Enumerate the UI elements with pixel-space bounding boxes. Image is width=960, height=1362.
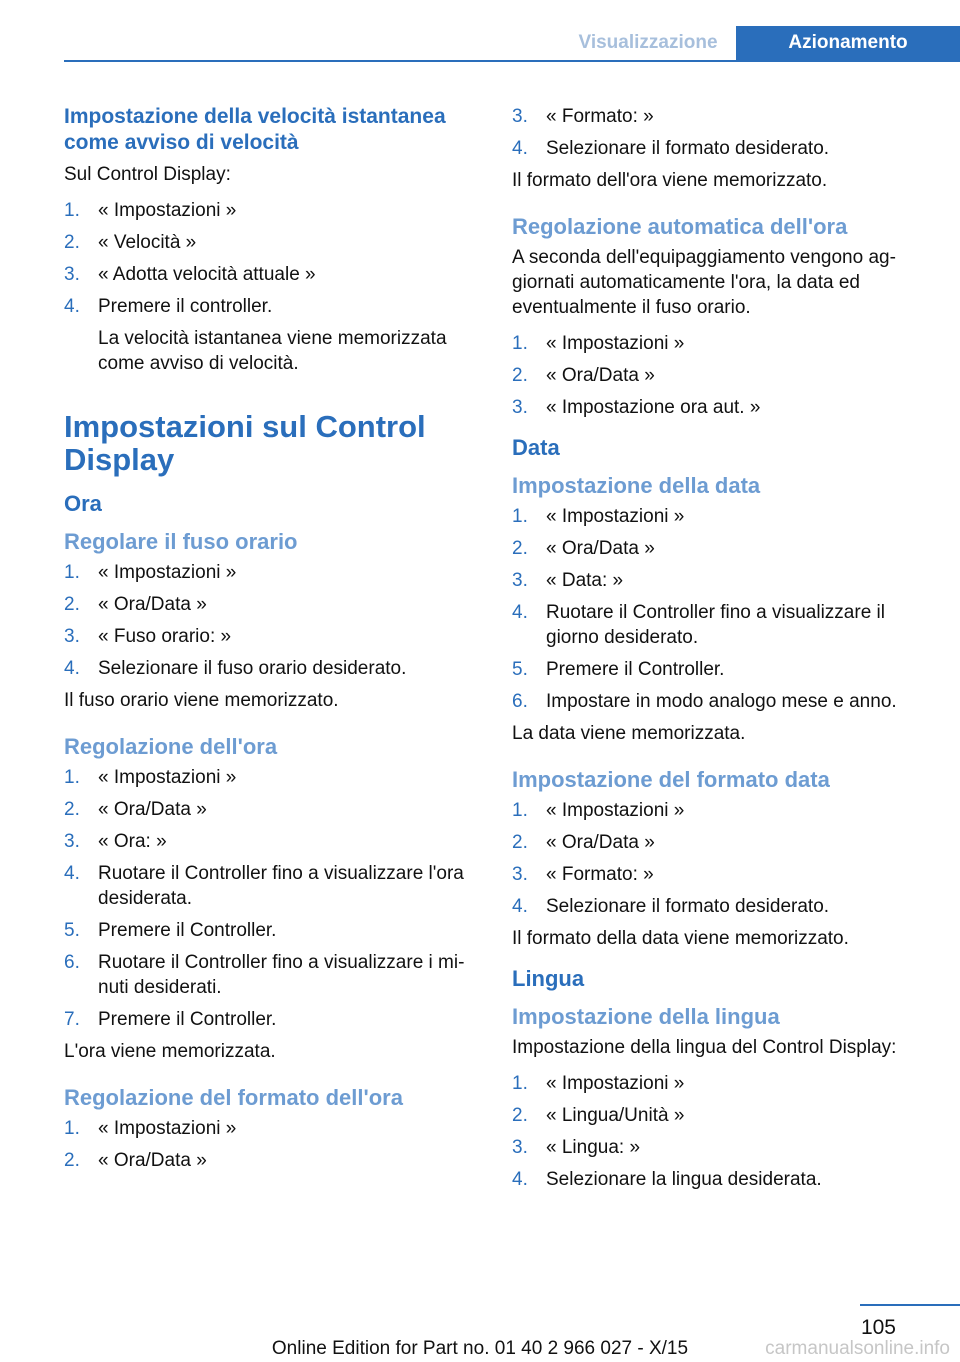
step-text: Ruotare il Controller fino a visualizzare i mi‐ nuti desiderati.: [98, 952, 465, 998]
step-number: 4.: [512, 602, 528, 623]
chapter-title: Impostazioni sul Control Display: [64, 409, 426, 477]
regolazione-ora-steps: [64, 765, 482, 1032]
list-item: [64, 624, 482, 649]
footer-rule: [860, 1304, 960, 1306]
list-item: [64, 262, 482, 287]
formato-data-note: Il formato della data viene memorizzato.: [512, 928, 849, 949]
step-number: 6.: [64, 952, 80, 973]
step-number: 1.: [512, 800, 528, 821]
list-item: [512, 600, 930, 650]
formato-data-steps: [512, 798, 930, 919]
header-tab-visualizzazione: Visualizzazione: [578, 32, 718, 53]
step-number: 2.: [64, 232, 80, 253]
list-item: [512, 1103, 930, 1128]
step-number: 4.: [64, 863, 80, 884]
step-number: 3.: [512, 1137, 528, 1158]
step-text: « Impostazioni »: [546, 506, 685, 527]
step-text: Premere il Controller.: [546, 659, 725, 680]
list-item: [64, 1007, 482, 1032]
step-number: 5.: [64, 920, 80, 941]
fuso-orario-note: Il fuso orario viene memorizzato.: [64, 690, 339, 711]
fuso-orario-steps: [64, 560, 482, 681]
formato-ora-steps-continued: [512, 104, 930, 161]
list-item: [512, 104, 930, 129]
heading-regolazione-ora: Regolazione dell'ora: [64, 734, 278, 759]
list-item: [512, 331, 930, 356]
step-number: 2.: [64, 799, 80, 820]
impostazione-data-note: La data viene memorizzata.: [512, 723, 746, 744]
list-item: [64, 1148, 482, 1173]
heading-ora: Ora: [64, 491, 102, 516]
step-number: 4.: [512, 896, 528, 917]
impostazione-data-steps: [512, 504, 930, 714]
list-item: [512, 1135, 930, 1160]
step-number: 1.: [64, 767, 80, 788]
heading-impostazione-data: Impostazione della data: [512, 473, 761, 498]
step-number: 2.: [512, 1105, 528, 1126]
step-number: 3.: [512, 864, 528, 885]
step-text: « Data: »: [546, 570, 624, 591]
list-item: [64, 294, 482, 376]
regolazione-ora-note: L'ora viene memorizzata.: [64, 1041, 276, 1062]
step-number: 1.: [512, 1073, 528, 1094]
impostazione-lingua-intro: Impostazione della lingua del Control Display:: [512, 1037, 897, 1058]
step-text: « Ora/Data »: [546, 832, 655, 853]
step-text: « Impostazione ora aut. »: [546, 397, 761, 418]
footer-watermark: carmanualsonline.info: [765, 1338, 950, 1359]
step-number: 4.: [512, 1169, 528, 1190]
step-number: 2.: [512, 538, 528, 559]
heading-formato-ora: Regolazione del formato dell'ora: [64, 1085, 403, 1110]
step-text: Ruotare il Controller fino a visualizzare il giorno desiderato.: [546, 602, 885, 648]
step-text: « Velocità »: [98, 232, 197, 253]
step-number: 3.: [64, 626, 80, 647]
step-text: « Impostazioni »: [98, 1118, 237, 1139]
step-text: Impostare in modo analogo mese e anno.: [546, 691, 897, 712]
left-column: [64, 104, 482, 1180]
step-number: 4.: [512, 138, 528, 159]
step-text: « Ora: »: [98, 831, 167, 852]
step-text: « Impostazioni »: [546, 333, 685, 354]
step-text: « Formato: »: [546, 106, 654, 127]
heading-impostazione-lingua: Impostazione della lingua: [512, 1004, 780, 1029]
step-number: 1.: [512, 333, 528, 354]
list-item: [512, 504, 930, 529]
step-number: 2.: [64, 1150, 80, 1171]
step-number: 4.: [64, 296, 80, 317]
regolazione-automatica-steps: [512, 331, 930, 420]
step-text: « Impostazioni »: [98, 562, 237, 583]
step-text: « Lingua/Unità »: [546, 1105, 685, 1126]
right-column: [512, 104, 930, 1199]
list-item: [512, 363, 930, 388]
step-text: « Impostazioni »: [546, 1073, 685, 1094]
step-text: « Adotta velocità attuale »: [98, 264, 316, 285]
step-text: « Ora/Data »: [546, 538, 655, 559]
step-number: 3.: [512, 570, 528, 591]
list-item: [64, 829, 482, 854]
speed-warning-intro: Sul Control Display:: [64, 164, 231, 185]
header-tab-azionamento: Azionamento: [736, 26, 960, 60]
step-number: 1.: [64, 200, 80, 221]
list-item: [512, 689, 930, 714]
list-item: [512, 1167, 930, 1192]
list-item: [64, 950, 482, 1000]
list-item: [512, 862, 930, 887]
list-item: [512, 1071, 930, 1096]
list-item: [64, 592, 482, 617]
formato-ora-note: Il formato dell'ora viene memorizzato.: [512, 170, 828, 191]
step-subtext: La velocità istantanea viene memorizzata come avviso di velocità.: [98, 328, 447, 374]
step-text: Ruotare il Controller fino a visualizzare l'ora desiderata.: [98, 863, 464, 909]
step-number: 1.: [512, 506, 528, 527]
step-number: 1.: [64, 1118, 80, 1139]
page-number: 105: [860, 1316, 896, 1339]
list-item: [512, 136, 930, 161]
step-text: « Formato: »: [546, 864, 654, 885]
step-text: Selezionare il formato desiderato.: [546, 138, 830, 159]
regolazione-automatica-intro: A seconda dell'equipaggiamento vengono ag‐ giornati automaticamente l'ora, la data ed eventualmente il fuso orario.: [512, 247, 896, 318]
step-number: 3.: [64, 264, 80, 285]
list-item: [64, 230, 482, 255]
step-text: « Fuso orario: »: [98, 626, 232, 647]
list-item: [64, 198, 482, 223]
step-text: Premere il Controller.: [98, 1009, 277, 1030]
step-number: 3.: [64, 831, 80, 852]
list-item: [64, 1116, 482, 1141]
list-item: [64, 656, 482, 681]
step-text: « Ora/Data »: [98, 594, 207, 615]
header-rule: [64, 60, 960, 62]
heading-data: Data: [512, 435, 560, 460]
footer-edition: Online Edition for Part no. 01 40 2 966 027 - X/15: [271, 1338, 689, 1359]
list-item: [64, 918, 482, 943]
list-item: [64, 797, 482, 822]
step-text: Premere il Controller.: [98, 920, 277, 941]
step-text: Selezionare il formato desiderato.: [546, 896, 830, 917]
list-item: [64, 560, 482, 585]
step-number: 3.: [512, 397, 528, 418]
step-text: « Ora/Data »: [98, 1150, 207, 1171]
formato-ora-steps: [64, 1116, 482, 1173]
heading-lingua: Lingua: [512, 966, 585, 991]
step-text: « Lingua: »: [546, 1137, 641, 1158]
list-item: [512, 568, 930, 593]
step-number: 6.: [512, 691, 528, 712]
step-number: 2.: [512, 832, 528, 853]
list-item: [512, 798, 930, 823]
step-number: 2.: [64, 594, 80, 615]
list-item: [512, 536, 930, 561]
list-item: [64, 765, 482, 790]
list-item: [512, 657, 930, 682]
step-text: « Ora/Data »: [546, 365, 655, 386]
section-title-speed-warning: Impostazione della velocità istantanea come avviso di velocità: [64, 105, 446, 154]
step-text: « Impostazioni »: [98, 200, 237, 221]
step-text: « Ora/Data »: [98, 799, 207, 820]
step-text: « Impostazioni »: [98, 767, 237, 788]
step-number: 5.: [512, 659, 528, 680]
step-text: Selezionare il fuso orario desiderato.: [98, 658, 407, 679]
heading-formato-data: Impostazione del formato data: [512, 767, 830, 792]
step-number: 4.: [64, 658, 80, 679]
step-number: 7.: [64, 1009, 80, 1030]
step-text: Premere il controller.: [98, 296, 273, 317]
step-number: 3.: [512, 106, 528, 127]
list-item: [512, 894, 930, 919]
heading-fuso-orario: Regolare il fuso orario: [64, 529, 298, 554]
impostazione-lingua-steps: [512, 1071, 930, 1192]
step-number: 2.: [512, 365, 528, 386]
step-text: Selezionare la lingua desiderata.: [546, 1169, 822, 1190]
list-item: [512, 395, 930, 420]
heading-regolazione-automatica: Regolazione automatica dell'ora: [512, 214, 848, 239]
list-item: [512, 830, 930, 855]
speed-warning-steps: [64, 198, 482, 376]
list-item: [64, 861, 482, 911]
step-text: « Impostazioni »: [546, 800, 685, 821]
step-number: 1.: [64, 562, 80, 583]
